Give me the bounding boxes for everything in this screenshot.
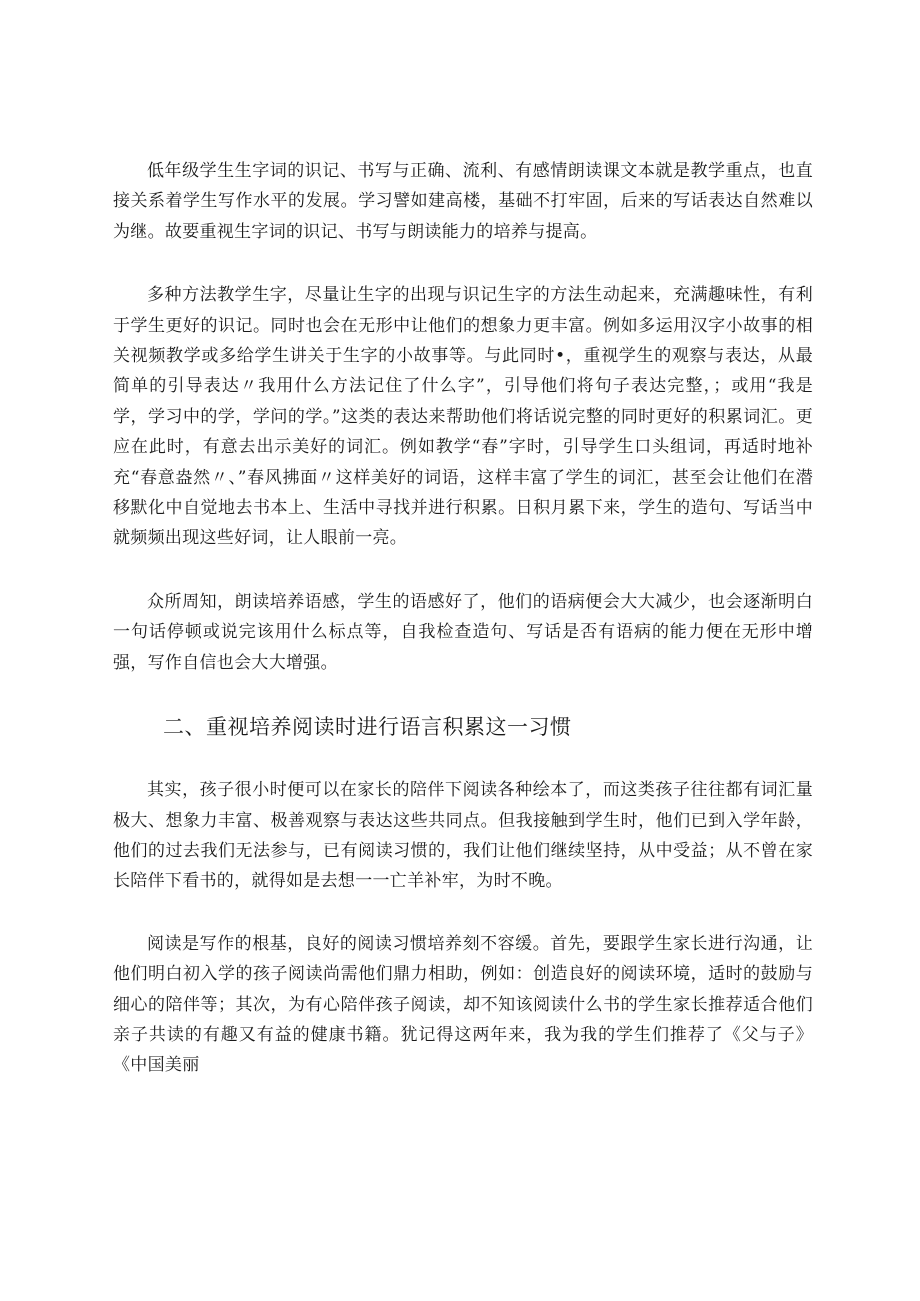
paragraph-character-learning: 低年级学生生字词的识记、书写与正确、流利、有感情朗读课文本就是教学重点，也直接关系着学生写作水平的发展。学习譬如建高楼，基础不打牢固，后来的写话表达自然难以为继。故要重视生字词的识记、书写与朗读能力的培养与提高。 [113,161,813,242]
paragraph-early-reading: 其实，孩子很小时便可以在家长的陪伴下阅读各种绘本了，而这类孩子往往都有词汇量极大、想象力丰富、极善观察与表达这些共同点。但我接触到学生时，他们已到入学年龄，他们的过去我们无法参与，已有阅读习惯的，我们让他们继续坚持，从中受益；从不曾在家长陪伴下看书的，就得如是去想一一亡羊补牢，为时不晚。 [113,780,813,892]
paragraph-reading-aloud: 众所周知，朗读培养语感，学生的语感好了，他们的语病便会大大减少，也会逐渐明白一句话停顿或说完该用什么标点等，自我检查造句、写话是否有语病的能力便在无形中增强，写作自信也会大大增强。 [113,591,813,673]
section-heading: 二、重视培养阅读时进行语言积累这一习惯 [163,715,572,740]
document-page [113,156,813,1081]
paragraph-reading-habits: 阅读是写作的根基，良好的阅读习惯培养刻不容缓。首先，要跟学生家长进行沟通，让他们明白初入学的孩子阅读尚需他们鼎力相助，例如：创造良好的阅读环境，适时的鼓励与细心的陪伴等；其次，为有心陪伴孩子阅读，却不知该阅读什么书的学生家长推荐适合他们亲子共读的有趣又有益的健康书籍。犹记得这两年来，我为我的学生们推荐了《父与子》《中国美丽 [113,933,813,1076]
paragraph-teaching-methods: 多种方法教学生字，尽量让生字的出现与识记生字的方法生动起来，充满趣味性，有利于学生更好的识记。同时也会在无形中让他们的想象力更丰富。例如多运用汉字小故事的相关视频教学或多给学生讲关于生字的小故事等。与此同时•，重视学生的观察与表达，从最简单的引导表达〃我用什么方法记住了什么字”，引导他们将句子表达完整，；或用“我是学，学习中的学，学问的学。”这类的表达来帮助他们将话说完整的同时更好的积累词汇。更应在此时，有意去出示美好的词汇。例如教学“春”字时，引导学生口头组词，再适时地补充“春意盎然〃、”春风拂面〃这样美好的词语，这样丰富了学生的词汇，甚至会让他们在潜移默化中自觉地去书本上、生活中寻找并进行积累。日积月累下来，学生的造句、写话当中就频频出现这些好词，让人眼前一亮。 [113,285,813,549]
